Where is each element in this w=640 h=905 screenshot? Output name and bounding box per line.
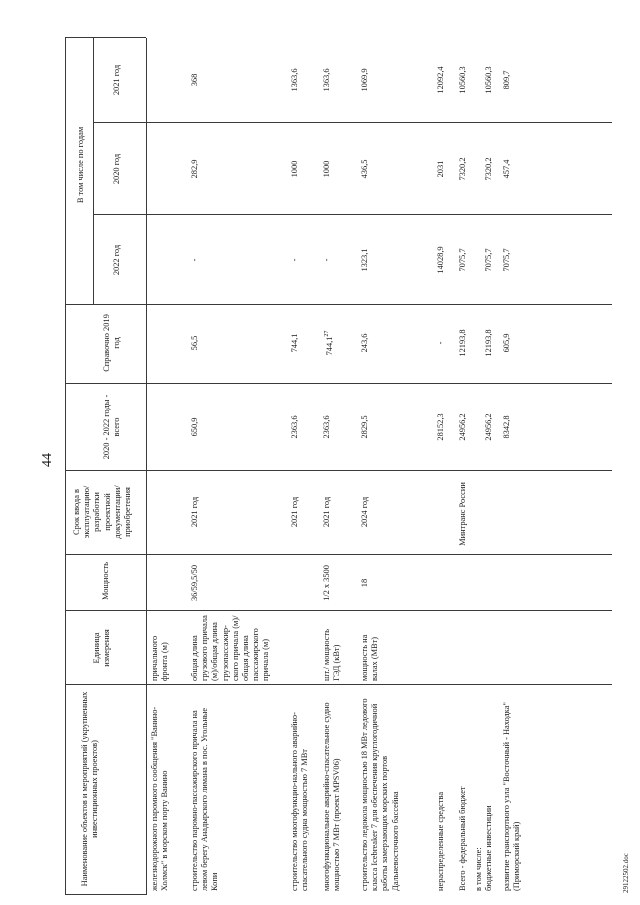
column-divider [65,610,612,611]
footnote-marker: 27 [324,330,330,337]
table-row-2021: 1069,9 [360,68,369,92]
table-row-name: многофункциональное аварийно-спасательное судно мощностью 7 МВт (проект MPSV06) [322,702,342,891]
header-2022: 2022 год [112,244,121,276]
table-row-2021: 1363,6 [290,68,299,92]
table-row-2021: 12092,4 [436,66,445,94]
header-by-years: В том числе по годам [76,126,85,204]
table-row-unit: общая длина грузового причала (м)/общая длина грузопассажир-ского причала (м)/ общая длина пассажирского причала (м) [190,615,271,681]
table-row-capacity: 18 [360,578,369,588]
header-ref2019: Справочно 2019 год [102,314,122,372]
table-row-capacity: 36/59,5/50 [190,564,199,602]
table-row-ref2019: - [436,341,445,345]
table-row-ref2019: 243,6 [360,333,369,353]
table-row-total: 24956,2 [484,413,493,441]
table-row-2020: 2031 [436,160,445,178]
column-divider [93,122,612,123]
table-row-ref2019: 605,9 [502,333,511,353]
table-row-ref2019: 12193,8 [484,329,493,357]
header-deadline: Срок ввода в эксплуатацию/ разработки проектной документации/ приобретения [72,485,133,539]
header-total: 2020 - 2022 годы - всего [102,394,122,460]
table-row-deadline: 2021 год [290,496,299,528]
table-row-2021: 1363,6 [322,68,331,92]
table-row-unit: мощность на валах (МВт) [360,634,380,681]
table-row-2022: - [190,258,199,262]
column-divider [65,684,612,685]
page-number: 44 [40,453,55,467]
table-row-total: 24956,2 [458,413,467,441]
column-divider [65,470,612,471]
table-row-2022: 7075,7 [502,248,511,272]
column-divider [65,383,612,384]
header-2020: 2020 год [112,153,121,185]
column-divider [93,214,612,215]
table-row-name: железнодорожного паромного сообщения "Ванино-Холмск" в морском порту Ванино [150,706,170,891]
column-divider [65,304,612,305]
table-row-total: 2829,5 [360,415,369,439]
table-row-2020: 457,4 [502,159,511,179]
table-row-2020: 7320,2 [484,157,493,181]
table-row-2022: 1323,1 [360,248,369,272]
table-row-2021: 368 [190,73,199,87]
document-footer: 29122502.doc [622,853,630,893]
table-row-ref2019: 744,1$^{27}$ [324,330,334,356]
table-row-name: Всего - федеральный бюджет [458,786,467,891]
table-row-capacity: 1/2 x 3500 [322,565,331,601]
table-row-name: бюджетные инвестиции [484,805,493,891]
header-2021: 2021 год [112,64,121,96]
table-row-name: строительство паромно-пассажирского причала на левом берегу Анадырского лимана в пос. Угольные Копи [190,707,220,891]
table-row-total: 8342,8 [502,415,511,439]
table-row-2020: 282,9 [190,159,199,179]
table-row-2022: - [322,258,331,262]
table-row-2022: - [290,258,299,262]
table-row-total: 2363,6 [322,415,331,439]
table-row-unit: причального фронта (м) [150,635,170,681]
table-row-unit: шт./ мощность ГЭД (кВт) [322,628,342,681]
table-row-2021: 809,7 [502,70,511,90]
column-divider [65,554,612,555]
column-divider [65,894,146,895]
table-row-ref2019: 56,5 [190,335,199,351]
table-row-ref2019: 12193,8 [458,329,467,357]
table-row-name: развитие транспортного узла "Восточный - Находка" (Приморский край) [502,702,522,891]
header-capacity: Мощность [101,562,110,600]
table-row-2020: 1000 [322,160,331,178]
table-row-2021: 10560,3 [458,66,467,94]
header-name: Наименование объектов и мероприятий (укрупненных инвестиционных проектов) [80,691,100,887]
table-row-2020: 436,5 [360,159,369,179]
table-row-total: 2363,6 [290,415,299,439]
table-row-2022: 14028,9 [436,246,445,274]
table-row-2020: 7320,2 [458,157,467,181]
table-row-2020: 1000 [290,160,299,178]
table-row-total: 650,9 [190,417,199,437]
table-row-total: 28152,3 [436,413,445,441]
table-row-2022: 7075,7 [458,248,467,272]
table-row-ref2019: 744,1 [290,333,299,353]
header-bottom-border [146,38,147,895]
column-divider [65,37,146,38]
table-row-2022: 7075,7 [484,248,493,272]
header-unit: Единица измерения [92,629,112,667]
table-row-2021: 10560,3 [484,66,493,94]
table-row-deadline: 2021 год [190,496,199,528]
table-row-deadline: Минтранс России [458,482,467,546]
table-row-deadline: 2021 год [322,496,331,528]
table-row-name: строительство многофункцио-нального аварийно-спасательного судна мощностью 7 МВт [290,712,310,891]
table-top-border [65,38,66,895]
table-row-name: в том числе: [474,847,483,891]
table-row-name: нераспределенные средства [436,791,445,891]
table-row-deadline: 2024 год [360,496,369,528]
year-group-divider [93,38,94,305]
table-row-name: строительство ледокола мощностью 18 МВт ледового класса Icebreaker 7 для обеспечения круглогодичной работы замерзающих морских портов Дальневосточного бассейна [360,698,400,891]
